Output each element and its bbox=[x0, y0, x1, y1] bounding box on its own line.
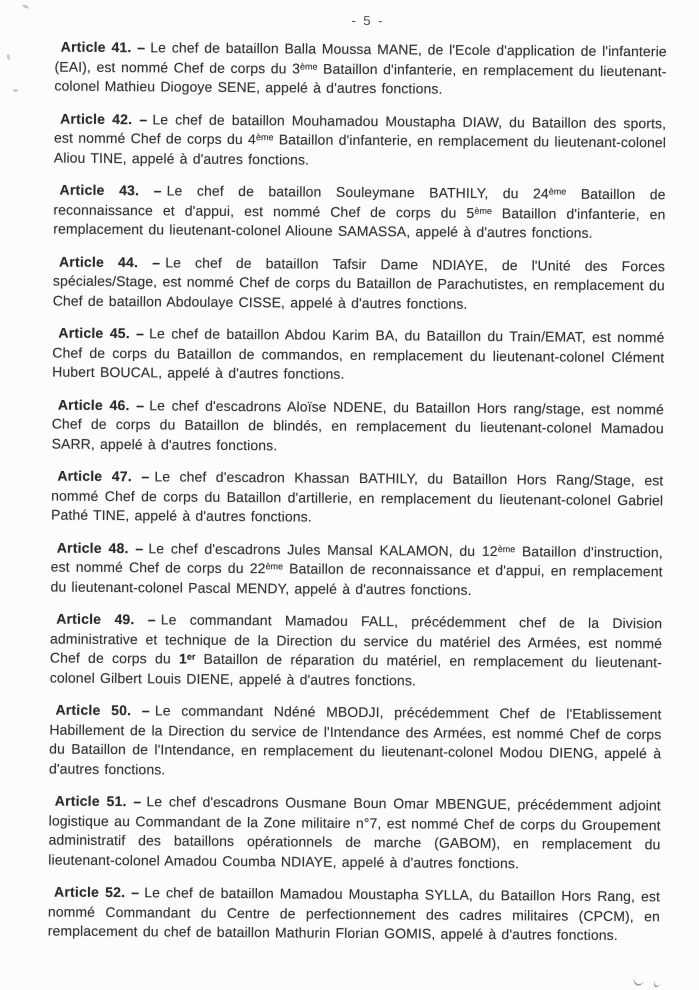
article-52 bbox=[48, 883, 660, 946]
article-45 bbox=[52, 324, 664, 387]
article-43-label: Article 43. – bbox=[59, 181, 162, 199]
article-41-label: Article 41. – bbox=[60, 38, 146, 56]
article-44 bbox=[53, 252, 665, 315]
ordinal-superscript: ème bbox=[548, 186, 567, 197]
article-47 bbox=[51, 467, 663, 530]
article-46-label: Article 46. – bbox=[57, 396, 145, 413]
scan-speck bbox=[6, 54, 10, 61]
article-41-text: Le chef de bataillon Balla Moussa MANE, de l'Ecole d'application de l'infanterie (EAI), est nommé Chef de corps du 3 bbox=[54, 39, 667, 76]
article-42-label: Article 42. – bbox=[60, 110, 148, 127]
article-43-text: Le chef de bataillon Souleymane BATHILY, du 24 bbox=[166, 182, 549, 202]
article-49-text: Bataillon de réparation du matériel, en remplacement du lieutenant-colonel Gilbert Louis DIENE, appelé à d'autres fonctions. bbox=[49, 650, 662, 688]
article-48-text: Bataillon de reconnaissance et d'appui, en remplacement du lieutenant-colonel Pascal MENDY, appelé à d'autres fonctions. bbox=[50, 560, 663, 598]
article-42-text: Bataillon d'infanterie, en remplacement du lieutenant-colonel Aliou TINE, appelé à d'autres fonctions. bbox=[53, 131, 667, 168]
pen-mark bbox=[652, 973, 665, 989]
article-48-text: Le chef d'escadrons Jules Mansal KALAMON, du 12 bbox=[148, 539, 498, 559]
ordinal-superscript: ème bbox=[497, 543, 516, 554]
ordinal-superscript: ème bbox=[255, 132, 274, 143]
article-52-text: Le chef de bataillon Mamadou Moustapha SYLLA, du Bataillon Hors Rang, est nommé Commandant du Centre de perfectionnement des cadres militaires (CPCM), en remplacement du chef de bataillon Mathurin Florian GOMIS, appelé à d'autres fonctions. bbox=[47, 884, 661, 944]
ordinal-superscript: ème bbox=[299, 60, 318, 72]
article-44-label: Article 44. – bbox=[58, 253, 161, 270]
article-42 bbox=[54, 109, 666, 172]
article-49-text: Le commandant Mamadou FALL, précédemment chef de la Division administrative et technique de la Direction du service du matériel des Armées, est nommé Chef de corps du bbox=[49, 611, 663, 667]
article-48-label: Article 48. – bbox=[56, 539, 144, 556]
article-50-text: Le commandant Ndéné MBODJI, précédemment Chef de l'Etablissement Habillement de la Direction du service de l'Intendance des Armées, est nommé Chef de corps du Bataillon de l'Intendance, en remplacement du lieutenant-colonel Modou DIENG, appelé à d'autres fonctions. bbox=[48, 702, 662, 777]
page-number: - 5 - bbox=[351, 12, 385, 29]
article-47-label: Article 47. – bbox=[57, 467, 150, 485]
document-page bbox=[48, 11, 667, 959]
article-48 bbox=[50, 538, 662, 601]
article-47-text: Le chef d'escadron Khassan BATHILY, du Bataillon Hors Rang/Stage, est nommé Chef de corps du Bataillon d'artillerie, en remplacement du lieutenant-colonel Gabriel Pathé TINE, appelé à d'autres fonctions. bbox=[50, 468, 664, 525]
article-49 bbox=[50, 610, 663, 693]
article-43-text: Bataillon de reconnaissance et d'appui, est nommé Chef de corps du 5 bbox=[53, 185, 666, 221]
scan-speck bbox=[13, 89, 18, 92]
ordinal-superscript: er bbox=[186, 651, 196, 662]
article-46-text: Le chef d'escadrons Aloïse NDENE, du Bataillon Hors rang/stage, est nommé Chef de corps du Bataillon de blindés, en remplacement du lieutenant-colonel Mamadou SARR, appelé à d'autres fonctions. bbox=[51, 396, 664, 453]
ordinal-number bbox=[179, 651, 196, 667]
ordinal-superscript: ème bbox=[474, 205, 492, 216]
article-51-text: Le chef d'escadrons Ousmane Boun Omar MBENGUE, précédemment adjoint logistique au Commandant de la Zone militaire n°7, est nommé Chef de corps du Groupement administratif des bataillons opérationnels de marche (GABOM), en remplacement du lieutenant-colonel Amadou Coumba NDIAYE, appelé à d'autres fonctions. bbox=[48, 793, 661, 871]
article-48-text: Bataillon d'instruction, est nommé Chef de corps du 22 bbox=[50, 542, 663, 577]
article-45-text: Le chef de bataillon Abdou Karim BA, du Bataillon du Train/EMAT, est nommé Chef de corps du Bataillon de commandos, en remplacement du lieutenant-colonel Clément Hubert BOUCAL, appelé à d'autres fonctions. bbox=[52, 325, 665, 382]
article-44-text: Le chef de bataillon Tafsir Dame NDIAYE, de l'Unité des Forces spéciales/Stage, est nommé Chef de corps du Bataillon de Parachutistes, en remplacement du Chef de bataillon Abdoulaye CISSE, appelé à d'autres fonctions. bbox=[52, 253, 666, 312]
article-51 bbox=[48, 792, 661, 875]
article-49-label: Article 49. – bbox=[56, 610, 156, 628]
article-43 bbox=[53, 181, 665, 244]
article-42-text: Le chef de bataillon Mouhamadou Moustapha DIAW, du Bataillon des sports, est nommé Chef de corps du 4 bbox=[53, 110, 667, 148]
ordinal-number-digit: 1 bbox=[178, 650, 187, 667]
article-41 bbox=[54, 38, 666, 101]
article-51-label: Article 51. – bbox=[54, 792, 142, 810]
scan-speck bbox=[22, 4, 30, 10]
pen-mark bbox=[632, 969, 647, 988]
article-50 bbox=[49, 701, 662, 784]
article-46 bbox=[52, 395, 664, 458]
article-50-label: Article 50. – bbox=[55, 701, 150, 719]
article-52-label: Article 52. – bbox=[54, 883, 140, 901]
article-41-text: Bataillon d'infanterie, en remplacement du lieutenant-colonel Mathieu Diogoye SENE, appelé à d'autres fonctions. bbox=[54, 60, 667, 97]
article-45-label: Article 45. – bbox=[58, 324, 145, 342]
article-43-text: Bataillon d'infanterie, en remplacement du lieutenant-colonel Alioune SAMASSA, appelé à d'autres fonctions. bbox=[53, 204, 666, 241]
ordinal-superscript: ème bbox=[265, 561, 284, 572]
